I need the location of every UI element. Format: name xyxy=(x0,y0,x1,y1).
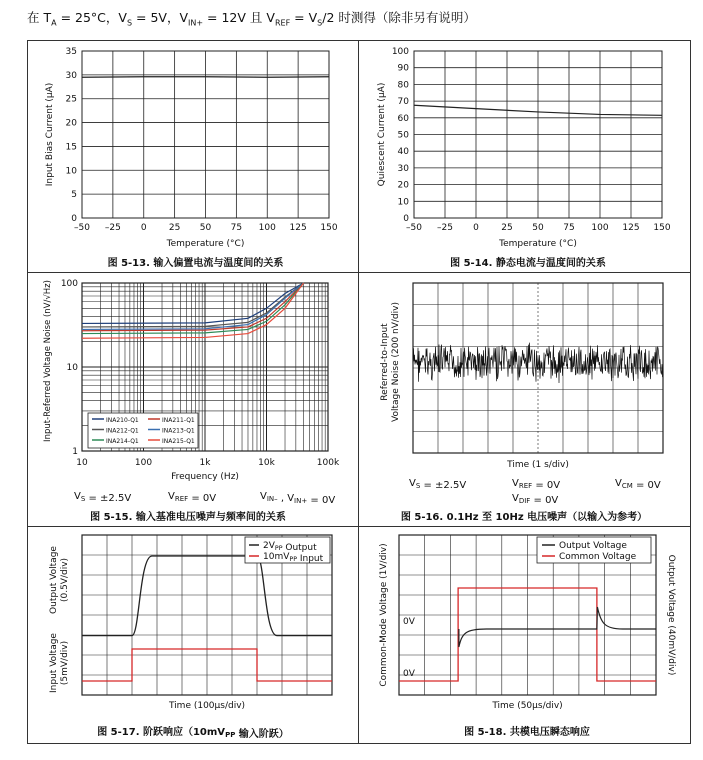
fig13-x-tick-label: –25 xyxy=(104,223,121,233)
fig16-condition: $V_{REF} = 0V$ xyxy=(512,478,561,491)
fig15-legend-label: INA211-Q1 xyxy=(162,417,195,424)
fig14-x-axis-label: Temperature (°C) xyxy=(499,239,577,249)
fig17-y-bottom-label-line2: (5mV/div) xyxy=(60,640,70,686)
fig13-x-tick-label: 0 xyxy=(140,223,147,233)
fig17-x-axis-label: Time (100µs/div) xyxy=(168,701,246,711)
fig15-x-axis-label: Frequency (Hz) xyxy=(171,472,239,482)
fig13-y-tick-label: 10 xyxy=(65,166,77,177)
fig14-y-tick-label: 50 xyxy=(397,130,409,141)
fig18-caption: 图 5-18. 共模电压瞬态响应 xyxy=(464,727,590,738)
fig15-condition: $V_{REF} = 0V$ xyxy=(168,491,217,504)
fig13-y-tick-label: 35 xyxy=(65,47,77,57)
fig17-caption: 图 5-17. 阶跃响应（$10mV_{PP}$ 输入阶跃） xyxy=(97,727,289,740)
fig15-x-tick-label: 10 xyxy=(76,458,88,468)
chart-cm-transient xyxy=(359,527,690,743)
fig14-y-tick-label: 100 xyxy=(391,47,409,57)
fig15-legend-label: INA215-Q1 xyxy=(162,438,195,445)
fig14-x-tick-label: 150 xyxy=(653,223,671,233)
fig18-x-axis-label: Time (50µs/div) xyxy=(492,701,563,711)
fig15-x-tick-label: 100 xyxy=(134,458,153,468)
fig13-y-tick-label: 0 xyxy=(71,214,77,224)
fig16-condition: $V_{DIF} = 0V$ xyxy=(512,493,559,506)
fig14-caption: 图 5-14. 静态电流与温度间的关系 xyxy=(450,258,606,269)
conditions-header: 在 $T_A = 25^\circ C$，$V_S = 5V$，$V_{IN+} = 12V$ 且 $V_{REF} = V_S/2$ 时测得（除非另有说明） xyxy=(27,10,476,28)
chart-input-bias-vs-temp xyxy=(28,41,358,272)
fig15-legend-label: INA210-Q1 xyxy=(106,417,139,424)
chart-lowfreq-noise xyxy=(359,273,690,526)
fig16-caption: 图 5-16. 0.1Hz 至 10Hz 电压噪声（以输入为参考） xyxy=(400,512,648,523)
fig17-y-bottom-label-line1: Input Voltage xyxy=(49,633,59,693)
fig14-x-tick-label: –50 xyxy=(406,223,422,233)
fig14-y-tick-label: 70 xyxy=(397,97,409,108)
fig13-x-tick-label: 100 xyxy=(258,223,276,233)
fig18-zero-label-output: 0V xyxy=(403,617,415,627)
fig13-x-axis-label: Temperature (°C) xyxy=(166,239,245,249)
fig15-condition: $V_S = \pm 2.5V$ xyxy=(74,491,132,504)
fig15-caption: 图 5-15. 输入基准电压噪声与频率间的关系 xyxy=(90,512,286,523)
fig18-y-right-label: Output Voltage (40mV/div) xyxy=(666,554,676,676)
fig13-x-tick-label: 25 xyxy=(168,223,181,233)
fig17-y-top-label-line1: Output Voltage xyxy=(49,546,59,614)
fig13-y-tick-label: 30 xyxy=(65,70,77,81)
fig15-legend-label: INA214-Q1 xyxy=(106,438,139,445)
fig18-y-left-label: Common-Mode Voltage (1V/div) xyxy=(379,543,389,687)
fig14-x-tick-label: 50 xyxy=(532,223,544,233)
fig16-y-axis-label-line2: Voltage Noise (200 nV/div) xyxy=(391,302,401,422)
fig15-x-tick-label: 100k xyxy=(316,458,340,468)
fig13-y-tick-label: 5 xyxy=(71,190,77,201)
fig13-caption: 图 5-13. 输入偏置电流与温度间的关系 xyxy=(107,258,284,269)
fig16-x-axis-label: Time (1 s/div) xyxy=(507,460,569,470)
fig14-y-tick-label: 10 xyxy=(397,197,409,208)
fig17-y-top-label-line2: (0.5V/div) xyxy=(60,557,70,603)
fig18-legend-label: Output Voltage xyxy=(559,541,627,551)
fig15-x-tick-label: 1k xyxy=(199,458,211,468)
chart-noise-vs-frequency xyxy=(28,273,358,526)
fig14-y-tick-label: 20 xyxy=(397,180,409,191)
fig15-y-tick-label: 1 xyxy=(72,447,78,457)
fig14-x-tick-label: 100 xyxy=(591,223,609,233)
fig15-y-tick-label: 100 xyxy=(60,279,78,289)
fig17-legend-label: $10mV_{PP}$ Input xyxy=(263,552,324,564)
fig13-y-tick-label: 25 xyxy=(65,94,77,105)
chart-quiescent-vs-temp xyxy=(359,41,690,272)
fig14-x-tick-label: 125 xyxy=(622,223,640,233)
fig13-x-tick-label: 75 xyxy=(230,223,243,233)
fig18-zero-label-common: 0V xyxy=(403,669,415,679)
fig14-y-tick-label: 30 xyxy=(397,163,409,174)
fig13-y-axis-label: Input Bias Current (µA) xyxy=(45,82,55,187)
fig13-y-tick-label: 20 xyxy=(65,118,77,129)
fig16-y-axis-label-line1: Referred-to-Input xyxy=(380,323,390,401)
fig13-x-tick-label: –50 xyxy=(74,223,90,233)
fig18-legend-label: Common Voltage xyxy=(559,552,637,562)
fig14-x-tick-label: –25 xyxy=(437,223,453,233)
fig15-legend-label: INA213-Q1 xyxy=(162,427,195,435)
fig15-y-axis-label: Input-Referred Voltage Noise (nV/√Hz) xyxy=(43,280,53,442)
fig15-condition: $V_{IN-}$ , $V_{IN+} = 0V$ xyxy=(260,491,336,506)
fig13-x-tick-label: 150 xyxy=(320,223,338,233)
fig15-legend-label: INA212-Q1 xyxy=(106,427,139,435)
fig17-legend-label: $2V_{PP}$ Output xyxy=(263,541,317,553)
fig14-y-tick-label: 80 xyxy=(397,80,409,91)
chart-step-response xyxy=(28,527,358,743)
fig14-y-tick-label: 90 xyxy=(397,63,409,74)
fig13-x-tick-label: 125 xyxy=(289,223,307,233)
fig16-condition: $V_S = \pm 2.5V$ xyxy=(409,478,467,491)
fig14-y-tick-label: 0 xyxy=(403,214,409,224)
fig13-y-tick-label: 15 xyxy=(65,142,77,153)
fig15-y-tick-label: 10 xyxy=(66,363,78,373)
fig14-x-tick-label: 75 xyxy=(563,223,575,233)
fig13-x-tick-label: 50 xyxy=(199,223,212,233)
fig14-x-tick-label: 25 xyxy=(501,223,513,233)
fig16-condition: $V_{CM} = 0V$ xyxy=(615,478,661,491)
fig14-y-tick-label: 60 xyxy=(397,113,409,124)
fig18-output-trace xyxy=(459,607,656,647)
fig14-x-tick-label: 0 xyxy=(473,223,479,233)
fig15-x-tick-label: 10k xyxy=(258,458,275,468)
fig14-y-tick-label: 40 xyxy=(397,147,409,158)
fig14-y-axis-label: Quiescent Current (µA) xyxy=(377,82,387,187)
